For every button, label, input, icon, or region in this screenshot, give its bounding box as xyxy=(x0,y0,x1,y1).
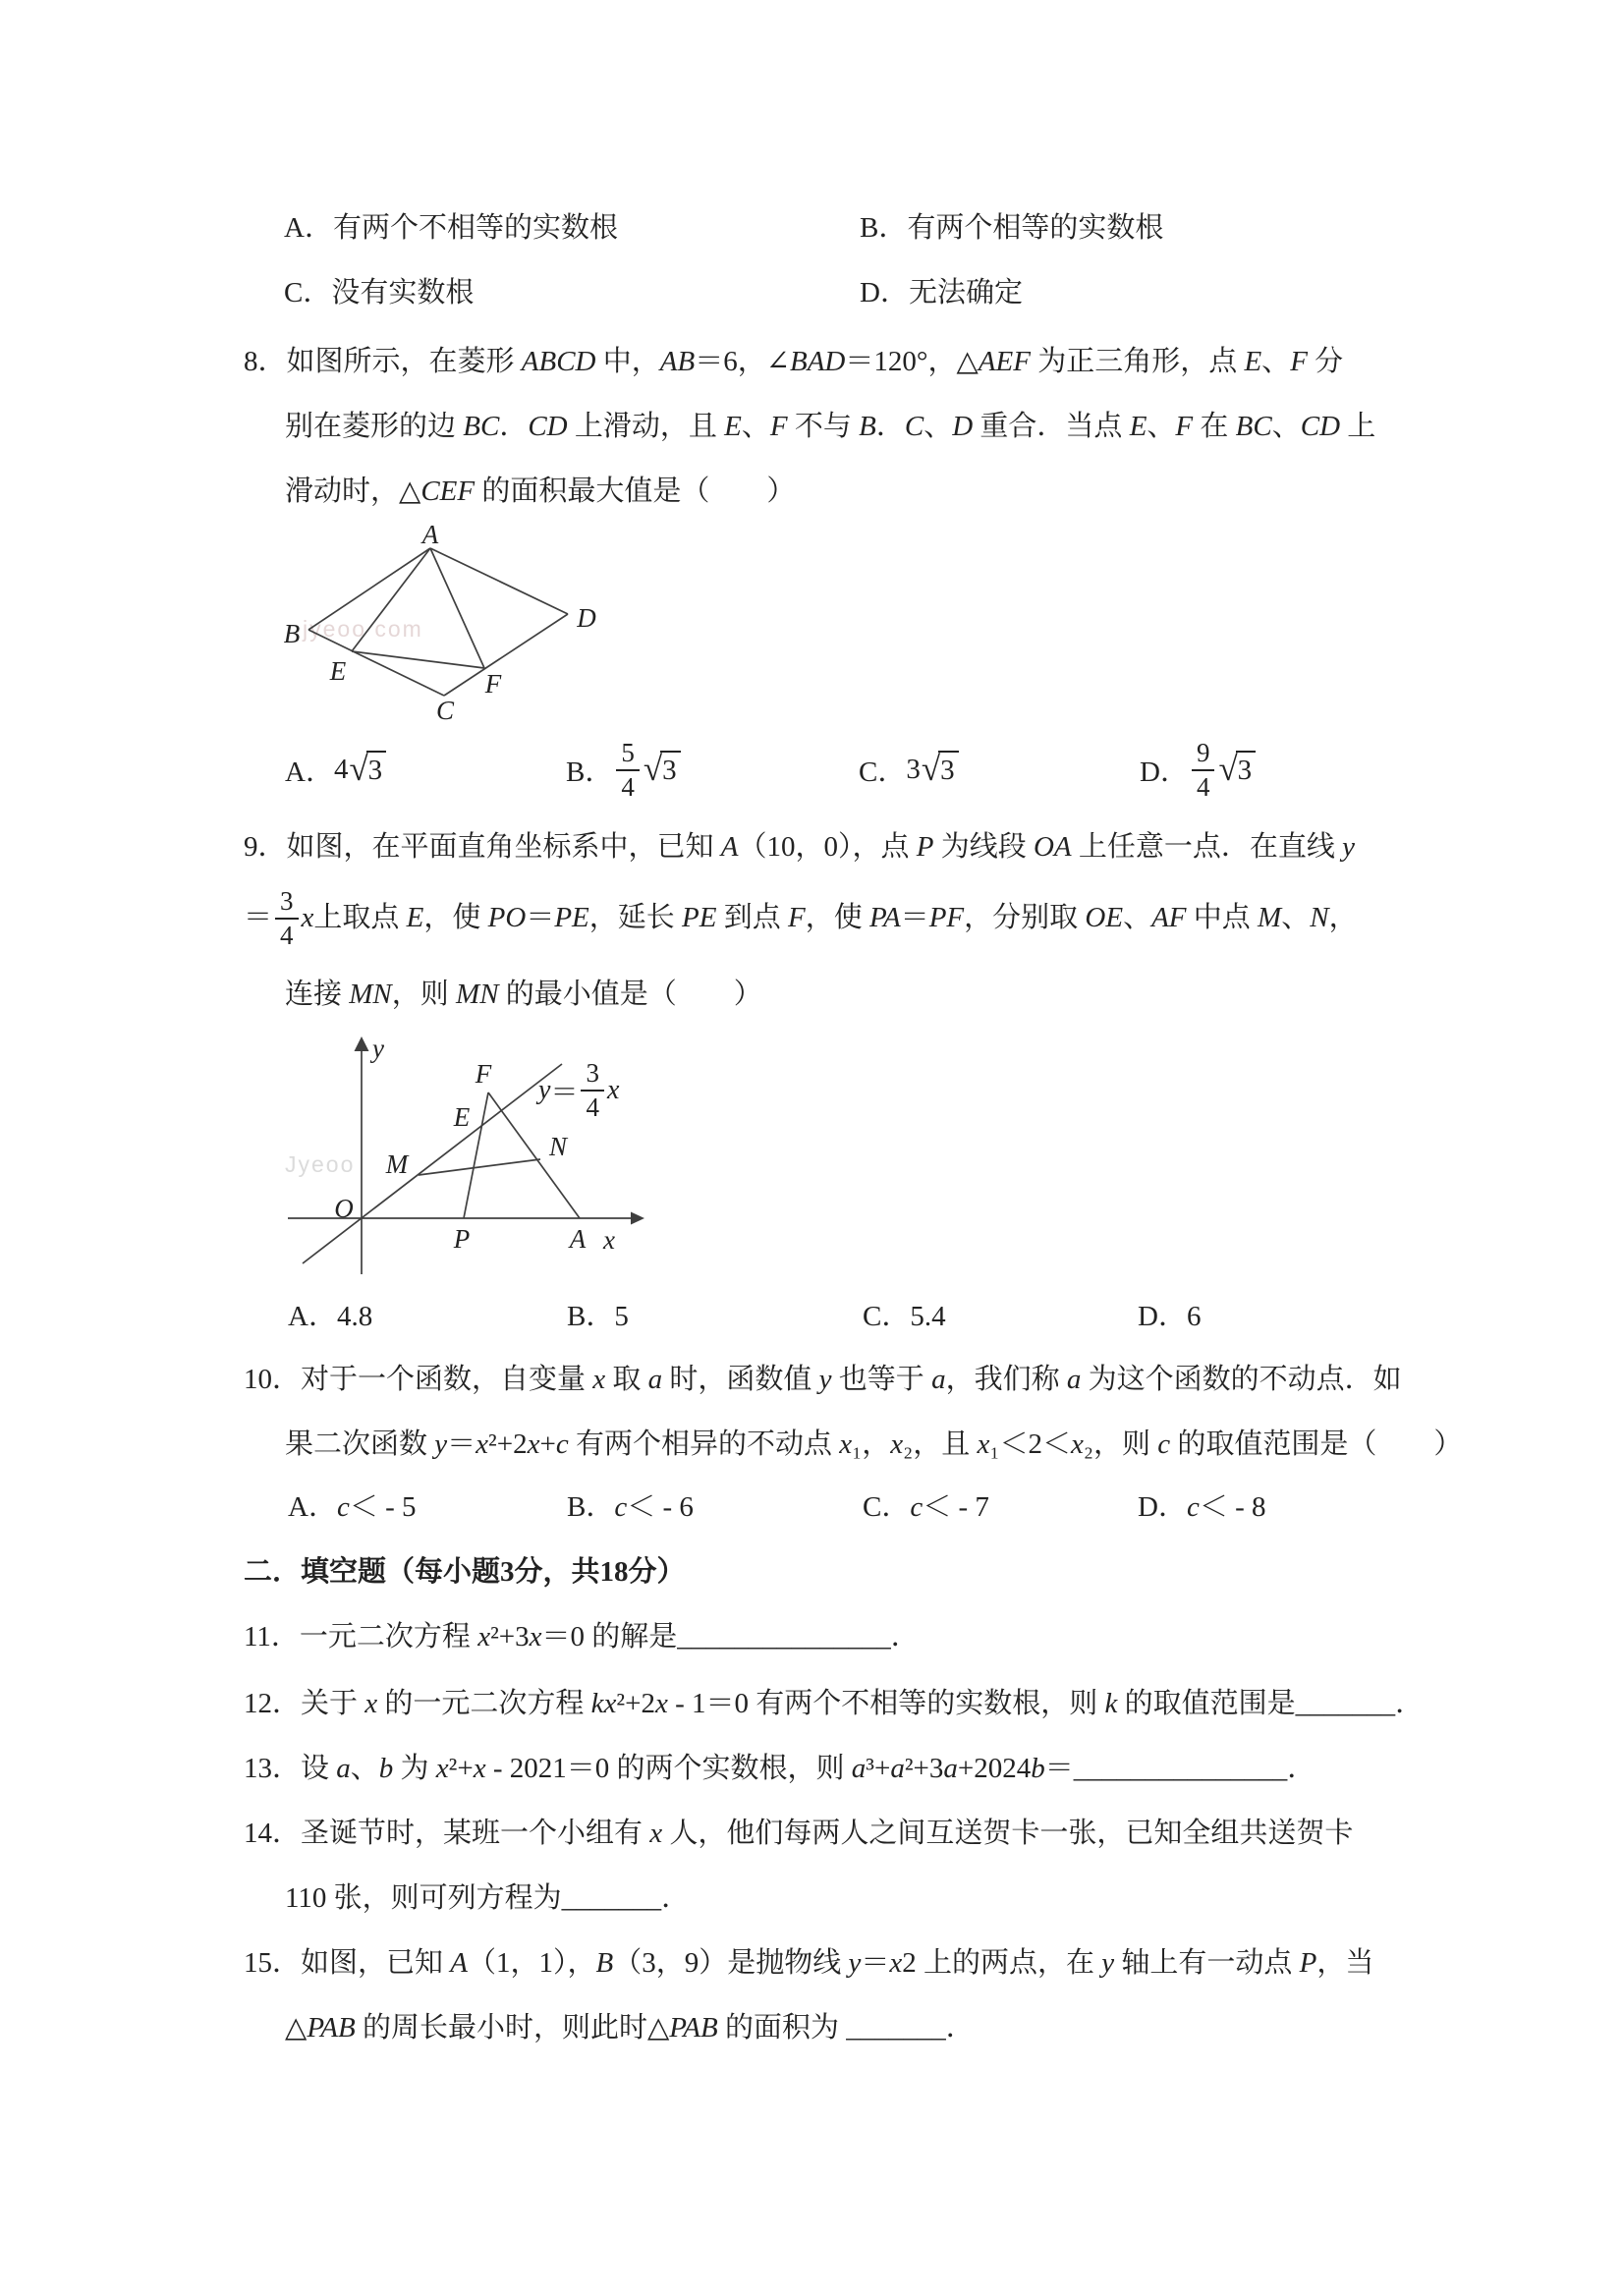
triangle-edge-ae xyxy=(352,548,430,651)
radical xyxy=(922,751,959,788)
q9-figure-label-a: A xyxy=(569,1224,587,1254)
text-segment: D． xyxy=(1138,1491,1187,1523)
text-segment: 人，他们每两人之间互送贺卡一张，已知全组共送贺卡 xyxy=(662,1818,1354,1849)
radical-sign: √ xyxy=(643,750,663,789)
fraction xyxy=(1192,739,1215,801)
text-segment: ＝_______________． xyxy=(1044,1753,1316,1784)
fraction xyxy=(275,887,299,949)
text-segment: P xyxy=(916,831,934,863)
text-segment: 、 xyxy=(1281,902,1311,933)
text-segment: a xyxy=(890,1753,905,1784)
text-segment: c xyxy=(555,1428,569,1460)
q9-line-2 xyxy=(244,885,1358,950)
text-segment: ＝ xyxy=(900,902,929,933)
text-segment: ， xyxy=(1328,902,1358,933)
text-segment: 中点 xyxy=(1186,902,1259,933)
fraction-numerator: 3 xyxy=(275,887,299,920)
q9-option-d: D．6 xyxy=(1138,1301,1202,1332)
text-segment: x xyxy=(527,1428,540,1460)
text-segment: 上 xyxy=(1340,411,1376,442)
line-y-equals-3-4-x xyxy=(303,1064,562,1263)
text-segment: x xyxy=(889,1947,903,1979)
q10-line-2 xyxy=(285,1423,1462,1466)
text-segment: ＜ - 6 xyxy=(627,1491,694,1523)
text-segment: 时，函数值 xyxy=(662,1364,819,1395)
text-segment: 、 xyxy=(1261,346,1291,377)
text-segment: N xyxy=(1310,902,1329,933)
text-segment: 上滑动，且 xyxy=(567,411,725,442)
text-segment: （3，9）是抛物线 xyxy=(613,1947,849,1979)
formula-x: x xyxy=(606,1074,620,1105)
q8-option-b-label: B． xyxy=(566,756,614,788)
radicand: 3 xyxy=(366,751,387,788)
rhombus-edge-ad xyxy=(430,548,568,614)
q8-line-1 xyxy=(244,340,1343,383)
text-segment: ＝120°，△ xyxy=(845,346,979,377)
text-segment: OA xyxy=(1033,831,1072,863)
text-segment: ，使 xyxy=(805,902,869,933)
segment-mn xyxy=(419,1159,540,1175)
text-segment: E xyxy=(406,902,424,933)
text-segment: x xyxy=(476,1428,489,1460)
q8-line-3 xyxy=(285,470,795,513)
radicand: 3 xyxy=(660,751,681,788)
text-segment: PE xyxy=(682,902,717,933)
text-segment: +2024 xyxy=(957,1753,1032,1784)
text-segment: ₁， xyxy=(852,1428,891,1460)
text-segment: 的一元二次方程 xyxy=(377,1688,591,1719)
text-segment: 取 xyxy=(605,1364,648,1395)
text-segment: CD xyxy=(528,411,568,442)
q9-figure-watermark: Jyeoo xyxy=(285,1151,356,1177)
text-segment: PAB xyxy=(669,2012,718,2044)
text-segment: BAD xyxy=(790,346,846,377)
text-segment: 、 xyxy=(1147,411,1176,442)
text-segment: x xyxy=(649,1818,663,1849)
q8-figure-label-a: A xyxy=(421,526,439,549)
text-segment: - 1＝0 有两个不相等的实数根，则 xyxy=(667,1688,1105,1719)
q9-figure-label-f: F xyxy=(475,1059,492,1089)
text-segment: 滑动时，△ xyxy=(285,476,421,507)
text-segment: A xyxy=(450,1947,468,1979)
text-segment: 为线段 xyxy=(933,831,1034,863)
text-segment: 15．如图，已知 xyxy=(244,1947,451,1979)
text-segment: 、 xyxy=(923,411,953,442)
radical-sign: √ xyxy=(1218,750,1238,789)
q12-line-1 xyxy=(244,1682,1424,1725)
radical xyxy=(644,751,681,788)
text-segment: 、 xyxy=(1123,902,1152,933)
q9-figure-label-o: O xyxy=(334,1194,354,1223)
text-segment: 2 上的两点，在 xyxy=(902,1947,1102,1979)
text-segment: ＜ - 7 xyxy=(923,1491,989,1523)
text-segment: E xyxy=(1129,411,1147,442)
text-segment: MN xyxy=(456,979,499,1010)
text-segment: x xyxy=(364,1688,378,1719)
text-segment: E xyxy=(724,411,742,442)
q8-figure-label-f: F xyxy=(484,669,502,699)
text-segment: PF xyxy=(928,902,965,933)
q9-line-2-rest xyxy=(313,896,1357,939)
text-segment: B xyxy=(859,411,876,442)
text-segment: A xyxy=(720,831,739,863)
text-segment: c xyxy=(1157,1428,1171,1460)
text-segment: PA xyxy=(868,902,901,933)
text-segment: F xyxy=(1290,346,1308,377)
text-segment: ，分别取 xyxy=(964,902,1086,933)
text-segment: （1，1）， xyxy=(467,1947,596,1979)
text-segment: MN xyxy=(349,979,392,1010)
text-segment: BC xyxy=(463,411,500,442)
text-segment: △ xyxy=(285,2012,308,2044)
q9-option-b: B．5 xyxy=(567,1301,629,1332)
formula-y: y xyxy=(538,1074,551,1105)
q8-figure-label-b: B xyxy=(283,619,301,648)
text-segment: 10．对于一个函数，自变量 xyxy=(244,1364,593,1395)
equals-sign: ＝ xyxy=(244,902,273,933)
text-segment: x xyxy=(435,1753,449,1784)
y-axis-arrow-icon xyxy=(355,1036,369,1051)
q10-option-c xyxy=(863,1485,989,1529)
text-segment: ，延长 xyxy=(588,902,683,933)
q11-line-1 xyxy=(244,1615,920,1658)
text-segment: c xyxy=(614,1491,628,1523)
text-segment: ． xyxy=(499,411,529,442)
text-segment: 的最小值是（ ） xyxy=(498,979,762,1010)
text-segment: ²+2 xyxy=(616,1688,655,1719)
q15-line-1 xyxy=(244,1941,1373,1985)
text-segment: 重合．当点 xyxy=(973,411,1130,442)
text-segment: B xyxy=(595,1947,614,1979)
q13-line-1 xyxy=(244,1747,1315,1790)
text-segment: ²+3 xyxy=(490,1621,530,1652)
text-segment: ，则 xyxy=(391,979,457,1010)
text-segment: 有两个相异的不动点 xyxy=(568,1428,840,1460)
text-segment: ＝0 的解是_______________． xyxy=(541,1621,920,1652)
q8-figure-label-d: D xyxy=(577,603,596,633)
q8-figure xyxy=(275,526,614,727)
text-segment: 、 xyxy=(1271,411,1301,442)
text-segment: 中， xyxy=(595,346,660,377)
q9-figure-label-x: x xyxy=(603,1225,615,1255)
q8-line-2 xyxy=(285,405,1375,448)
text-segment: 连接 xyxy=(285,979,350,1010)
radical-sign: √ xyxy=(921,750,941,789)
text-segment: 也等于 xyxy=(831,1364,932,1395)
text-segment: C xyxy=(904,411,924,442)
text-segment: x xyxy=(977,1428,990,1460)
q9-figure-label-e: E xyxy=(453,1102,471,1132)
fraction-numerator: 9 xyxy=(1192,739,1215,771)
text-segment: 为这个函数的不动点．如 xyxy=(1081,1364,1402,1395)
text-segment: x xyxy=(473,1753,486,1784)
q9-line-1 xyxy=(244,825,1355,868)
text-segment: OE xyxy=(1085,902,1124,933)
text-segment: B． xyxy=(567,1491,615,1523)
text-segment: 的取值范围是_______． xyxy=(1117,1688,1425,1719)
text-segment: y xyxy=(1342,831,1356,863)
text-segment: 上任意一点．在直线 xyxy=(1071,831,1343,863)
q8-figure-watermark: jyeoo com xyxy=(303,616,423,642)
q9-figure-formula xyxy=(538,1059,619,1121)
text-segment: （10，0），点 xyxy=(738,831,917,863)
text-segment: ，当 xyxy=(1316,1947,1374,1979)
q8-option-d xyxy=(1140,738,1256,801)
text-segment: E xyxy=(1244,346,1262,377)
q8-option-c-label: C． xyxy=(859,756,907,788)
text-segment: y xyxy=(818,1364,832,1395)
text-segment: 14．圣诞节时，某班一个小组有 xyxy=(244,1818,650,1849)
fraction-numerator: 3 xyxy=(581,1059,604,1092)
text-segment: x xyxy=(529,1621,542,1652)
text-segment: ＝ xyxy=(861,1947,890,1979)
q9-figure-label-n: N xyxy=(548,1132,568,1161)
text-segment: ²+ xyxy=(448,1753,474,1784)
text-segment: ³+ xyxy=(866,1753,891,1784)
text-segment: 110 张，则可列方程为_______． xyxy=(285,1882,691,1914)
text-segment: CD xyxy=(1300,411,1341,442)
q7-option-c: C．没有实数根 xyxy=(284,277,475,308)
variable-x: x xyxy=(301,902,314,933)
text-segment: ＜ - 8 xyxy=(1199,1491,1266,1523)
text-segment: kx xyxy=(590,1688,617,1719)
text-segment: b xyxy=(1031,1753,1045,1784)
text-segment: ，我们称 xyxy=(945,1364,1067,1395)
q9-figure-label-y: y xyxy=(372,1034,384,1063)
text-segment: ₂，则 xyxy=(1083,1428,1158,1460)
text-segment: x xyxy=(1070,1428,1084,1460)
text-segment: k xyxy=(1104,1688,1118,1719)
fraction-numerator: 5 xyxy=(616,739,640,771)
text-segment: CEF xyxy=(420,476,476,507)
text-segment: 13．设 xyxy=(244,1753,337,1784)
text-segment: PAB xyxy=(307,2012,356,2044)
q9-figure-label-m: M xyxy=(385,1149,409,1179)
text-segment: c xyxy=(1186,1491,1200,1523)
text-segment: F xyxy=(1175,411,1194,442)
q7-option-b: B．有两个相等的实数根 xyxy=(860,212,1164,244)
q10-option-a xyxy=(288,1485,417,1529)
radicand: 3 xyxy=(1236,751,1257,788)
q8-option-c xyxy=(859,738,959,801)
text-segment: x xyxy=(654,1688,668,1719)
text-segment: - 2021＝0 的两个实数根，则 xyxy=(485,1753,852,1784)
text-segment: 到点 xyxy=(716,902,788,933)
text-segment: ＝6，∠ xyxy=(695,346,790,377)
text-segment: 为正三角形，点 xyxy=(1030,346,1245,377)
text-segment: D xyxy=(952,411,974,442)
q8-option-a-label: A． xyxy=(285,756,334,788)
text-segment: y xyxy=(848,1947,862,1979)
radical-sign: √ xyxy=(349,750,368,789)
text-segment: c xyxy=(336,1491,350,1523)
q9-option-a: A．4.8 xyxy=(288,1301,373,1332)
q10-line-1 xyxy=(244,1358,1402,1401)
formula-equals: ＝ xyxy=(550,1077,579,1108)
text-segment: PO xyxy=(487,902,527,933)
text-segment: 为 xyxy=(393,1753,436,1784)
triangle-edge-fa xyxy=(430,548,484,668)
text-segment: A． xyxy=(288,1491,337,1523)
text-segment: b xyxy=(378,1753,394,1784)
text-segment: x xyxy=(592,1364,606,1395)
radical xyxy=(349,751,386,788)
text-segment: ₁＜2＜ xyxy=(989,1428,1071,1460)
text-segment: P xyxy=(1299,1947,1317,1979)
q8-option-c-coeff: 3 xyxy=(906,753,921,785)
text-segment: ²+2 xyxy=(488,1428,528,1460)
q10-option-b xyxy=(567,1485,694,1529)
q10-option-d xyxy=(1138,1485,1266,1529)
q8-option-a xyxy=(285,738,386,801)
q7-option-a: A．有两个不相等的实数根 xyxy=(284,212,618,244)
text-segment: a xyxy=(336,1753,351,1784)
text-segment: 、 xyxy=(350,1753,379,1784)
q15-line-2 xyxy=(285,2006,975,2049)
text-segment: 不与 xyxy=(787,411,860,442)
text-segment: 12．关于 xyxy=(244,1688,365,1719)
text-segment: 的面积最大值是（ ） xyxy=(475,476,796,507)
text-segment: 别在菱形的边 xyxy=(285,411,464,442)
text-segment: 的周长最小时，则此时△ xyxy=(355,2012,670,2044)
text-segment: ，使 xyxy=(423,902,488,933)
text-segment: 在 xyxy=(1193,411,1236,442)
q8-figure-label-c: C xyxy=(435,696,455,725)
x-axis-arrow-icon xyxy=(631,1212,644,1225)
text-segment: 上取点 xyxy=(313,902,407,933)
q8-option-b xyxy=(566,738,681,801)
text-segment: 果二次函数 xyxy=(285,1428,435,1460)
text-segment: ＝ xyxy=(447,1428,476,1460)
q9-option-c: C．5.4 xyxy=(863,1301,946,1332)
text-segment: x xyxy=(839,1428,853,1460)
text-segment: ． xyxy=(875,411,905,442)
text-segment: F xyxy=(787,902,806,933)
q14-line-2 xyxy=(285,1876,690,1920)
text-segment: BC xyxy=(1235,411,1272,442)
text-segment: x xyxy=(477,1621,491,1652)
fraction-denominator: 4 xyxy=(586,1092,599,1122)
text-segment: F xyxy=(769,411,788,442)
text-segment: x xyxy=(890,1428,904,1460)
q8-option-d-label: D． xyxy=(1140,756,1189,788)
text-segment: 9．如图，在平面直角坐标系中，已知 xyxy=(244,831,721,863)
q8-figure-svg xyxy=(275,526,614,727)
text-segment: 的面积为 _______． xyxy=(717,2012,975,2044)
text-segment: 的取值范围是（ ） xyxy=(1170,1428,1463,1460)
radical xyxy=(1218,751,1256,788)
text-segment: 轴上有一动点 xyxy=(1114,1947,1300,1979)
text-segment: C． xyxy=(863,1491,911,1523)
q8-figure-label-e: E xyxy=(329,656,347,686)
text-segment: y xyxy=(1101,1947,1115,1979)
text-segment: a xyxy=(1066,1364,1082,1395)
q7-option-d: D．无法确定 xyxy=(860,277,1023,308)
text-segment: AF xyxy=(1151,902,1187,933)
text-segment: 11．一元二次方程 xyxy=(244,1621,478,1652)
text-segment: a xyxy=(851,1753,867,1784)
text-segment: c xyxy=(910,1491,923,1523)
text-segment: AEF xyxy=(978,346,1031,377)
text-segment: ＝ xyxy=(526,902,555,933)
text-segment: + xyxy=(539,1428,556,1460)
rhombus-edge-bc xyxy=(308,630,444,696)
fraction xyxy=(616,739,640,801)
text-segment: ABCD xyxy=(521,346,596,377)
fraction-denominator: 4 xyxy=(280,920,294,950)
fraction-denominator: 4 xyxy=(621,771,635,802)
text-segment: ＜ - 5 xyxy=(349,1491,417,1523)
text-segment: PE xyxy=(554,902,589,933)
text-segment: 、 xyxy=(741,411,770,442)
text-segment: 分 xyxy=(1307,346,1344,377)
q14-line-1 xyxy=(244,1812,1353,1855)
text-segment: a xyxy=(647,1364,663,1395)
text-segment: AB xyxy=(659,346,696,377)
q9-figure-label-p: P xyxy=(453,1224,471,1254)
section2-title: 二．填空题（每小题3分，共18分） xyxy=(244,1556,686,1588)
rhombus-edge-cd xyxy=(444,614,568,696)
text-segment: 8．如图所示，在菱形 xyxy=(244,346,522,377)
q9-figure xyxy=(265,1024,658,1289)
q9-line-3 xyxy=(285,973,762,1016)
text-segment: a xyxy=(943,1753,958,1784)
rhombus-edge-ba xyxy=(308,548,430,630)
fraction-denominator: 4 xyxy=(1196,771,1210,802)
text-segment: M xyxy=(1258,902,1282,933)
fraction xyxy=(581,1059,604,1121)
text-segment: ₂，且 xyxy=(903,1428,978,1460)
text-segment: ²+3 xyxy=(904,1753,944,1784)
text-segment: y xyxy=(434,1428,448,1460)
q8-option-a-coeff: 4 xyxy=(333,753,349,785)
radicand: 3 xyxy=(938,751,959,788)
text-segment: a xyxy=(931,1364,946,1395)
